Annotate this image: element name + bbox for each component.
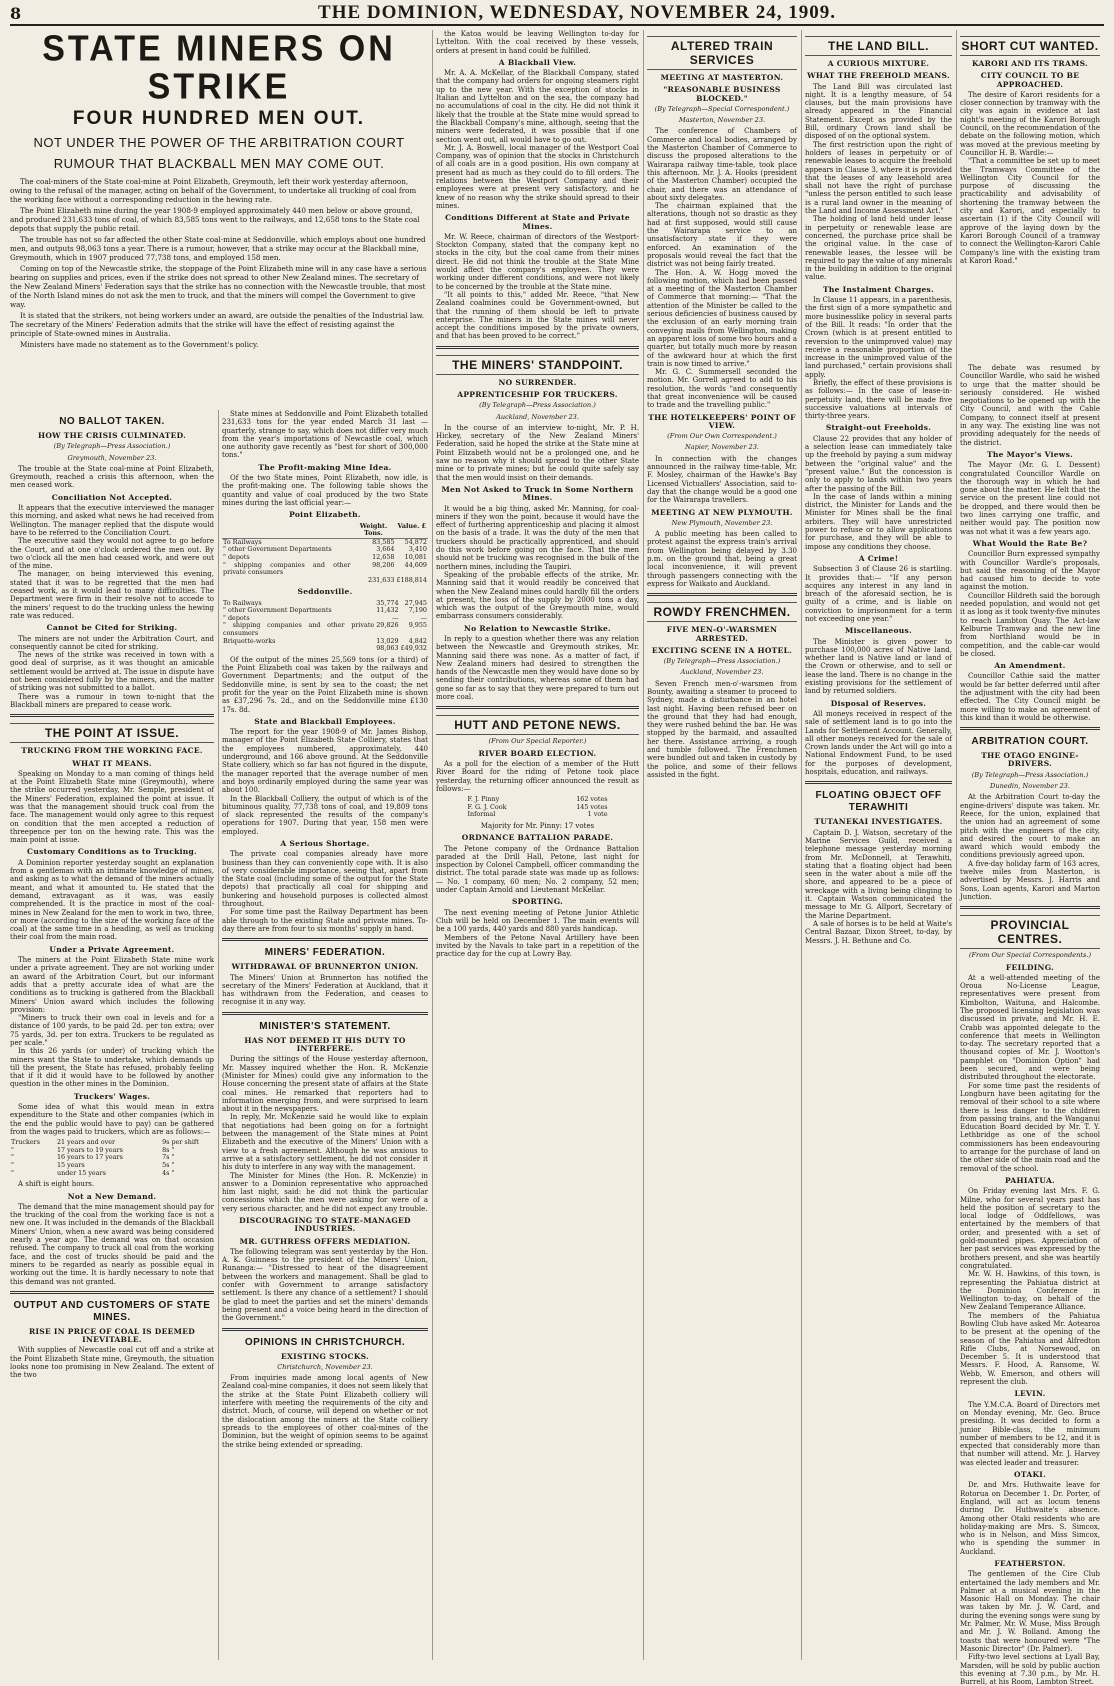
section-rule: [805, 781, 952, 784]
column-rule: [432, 30, 433, 1660]
subhead: LEVIN.: [1014, 1389, 1046, 1399]
table-cell: F. G. J. Cook: [467, 802, 507, 811]
paragraph: In the course of an interview to-night, Mr. P. H. Hickey, secretary of the New Zealand Miners' Federation, said he hoped the strike at the State mine at Point Elizabeth would not be a prolonged one, and he saw no reason why it should spread to the other State mine or to private mines; but he could quite safely say that the men would insist on their demands.: [436, 423, 639, 482]
table-cell: 16 years to 17 years: [56, 1153, 123, 1162]
paragraph: At the Arbitration Court to-day the engine-drivers' dispute was taken. Mr. Reece, for the union, explained that the union had an agreement of some pitch with the engineers of the city, and desired the court to make an award which would embody the conditions previously agreed upon.: [960, 793, 1100, 860]
paragraph: Speaking of the probable effects of the strike, Mr. Manning said that it would readily be conceived that when the New Zealand mines could hardly fill the orders at present, the loss of the supply by 2000 tons a day, which was the output of the Greymouth mine, would embarrass consumers considerably.: [436, 570, 639, 621]
subhead: EXISTING STOCKS.: [281, 1351, 369, 1361]
subhead: Straight-out Freeholds.: [825, 423, 932, 433]
paragraph: The debate was resumed by Councillor Wardle, who said he wished to urge that the matter should be seriously considered. He wished negotiations to be opened up with the City Council, and with the Cable Company, to connect itself at present in any way. The existing line was not providing adequately for the needs of the district.: [960, 364, 1100, 447]
lead-para: The Point Elizabeth mine during the year 1908-9 employed approximately 440 men below or above ground, and produced 231,633 tons of coal, of which 83,585 tons went to the railways, and 12,658 tons to the State coal depots that supply the public retail.: [10, 206, 420, 233]
table-cell: 1 vote: [587, 810, 608, 819]
newspaper-title: THE DOMINION, WEDNESDAY, NOVEMBER 24, 1909.: [318, 2, 836, 23]
paragraph: It would be a big thing, asked Mr. Manning, for coal-miners if they won the point, because it would have the effect of furthering apprenticeship and placing it almost on the basis of a trade. It was the duty of the men that truckers should be practically apprenticed, and should do this work before going on the face. That the men should not be trucking was recognised in the bulk of the northern mines, including the Taupiri.: [436, 504, 639, 571]
headline-federation: MINERS' FEDERATION.: [264, 947, 386, 959]
column-6: [960, 30, 1100, 360]
paragraph: Councillor Hildreth said the borough needed population, and would not get it as long as it took twenty-five minutes to reach Lambton Quay. The Act-law Kelburne Tramway and the new line from Northland would be in competition, and the cable-car would be closed.: [960, 591, 1100, 658]
telegraph-credit: (By Telegraph—Press Association.): [53, 442, 171, 451]
subhead: WITHDRAWAL OF BRUNNERTON UNION.: [231, 962, 419, 972]
table-cell: 5s: [162, 1161, 170, 1170]
telegraph-credit: (By Telegraph—Press Association.): [971, 770, 1089, 779]
lead-para: The coal-miners of the State coal-mine at Point Elizabeth, Greymouth, left their work yesterday afternoon, owing to the refusal of the manager, acting on behalf of the Government, to undertake all trucking of coal from the working face without a corresponding reduction in the hewing rate.: [10, 177, 417, 204]
table-cell: Briquette-works: [223, 636, 276, 645]
paragraph: In reply to a question whether there was any relation between the Newcastle and Greymouth strikes, Mr. Manning said there was none. As a matter of fact, if New Zealand miners had desired to strengthen the hands of the Newcastle men they would have done so by sending their contributions, whereas some of them had gone so far as to say that they were prepared to turn out more coal.: [436, 635, 639, 702]
table-cell: " other Government Departments: [223, 606, 332, 615]
table-cell: 13,029: [376, 636, 399, 645]
paragraph: The demand that the mine management should pay for the trucking of the coal from the working face is not a new one. It was included in the demands of the Blackball Miners' Union, when a new award was being considered nearly a year ago. The demand was on that occasion refused. The company to truck all coal from the working face, and the cost of trucks should be paid and the miners to be regarded as nearly as possible equal in working out the time. It is hardly necessary to note that this demand was not granted.: [10, 1202, 214, 1286]
headline-no-ballot: NO BALLOT TAKEN.: [59, 416, 165, 427]
paragraph: "That a committee be set up to meet the Tramways Committee of the Wellington City Council for the purpose of discussing the practicability and advisability of shortening the tramway between the city and Karori, and especially to ascertain (1) if the City Council will approve of the laying down by the Karori Borough Council of a tramway to connect the Wellington-Karori Cable Company's line with the existing tram at Karori Road.": [960, 157, 1100, 265]
paragraph: The Hon. A. W. Hogg moved the following motion, which had been passed at a meeting of the Masterton Chamber of Commerce that morning:— "That the attention of the Minister be called to the serious deficiencies of business caused by the exclusion of an early morning train conveying mails from Wellington, making an apparent loss of some two hours and a quarter, but totally much more by reason of the awkward hour at which the first train is now timed to arrive.": [647, 268, 797, 368]
table-cell: 3,410: [408, 545, 427, 554]
paragraph: Mr. G. C. Summersell seconded the motion. Mr. Gorrell agreed to add to his resolution, the words "and consequently that great inconvenience will be caused to trade and the travelling public.": [647, 368, 797, 410]
paragraph: All moneys received in respect of the sale of settlement land is to go into the Lands for Settlement Account. Generally, all other moneys received for the sale of Crown lands under the Act will go into a National Endowment Fund, to be used for the purposes of development, hospitals, education, and railways.: [805, 709, 952, 777]
paragraph: It appears that the executive interviewed the manager this morning, and asked what news he had received from Wellington. The manager replied that the dispute would have to be referred to the Conciliation Court.: [10, 504, 214, 537]
truckers-wages-table: [10, 1139, 214, 1177]
subhead: Under a Private Agreement.: [49, 944, 175, 954]
headline-floating-object: FLOATING OBJECT OFF TERAWHITI: [815, 790, 942, 814]
telegraph-credit: (By Telegraph—Special Correspondent.): [654, 104, 790, 113]
paragraph: The Land Bill was circulated last night. It is a lengthy measure, of 54 clauses, but the main provisions have already appeared in the Financial Statement. Except as provided by the Bill, ordinary Crown land shall be disposed of on the optional system.: [805, 82, 952, 141]
column-rule: [956, 30, 957, 1660]
table-title: Seddonville.: [297, 587, 353, 597]
paragraph: As a poll for the election of a member of the Hutt River Board for the riding of Petone took place yesterday, the returning officer announced the result as follows:—: [436, 759, 639, 793]
subhead: FEATHERSTON.: [994, 1559, 1066, 1568]
headline-opinions: OPINIONS IN CHRISTCHURCH.: [244, 1336, 406, 1348]
paragraph: In Clause 11 appears, in a parenthesis, the first sign of a more sympathetic and more businesslike policy in several parts of the Bill. It reads: "In order that the Crown (which is at present entitled to reversion to the unimproved value) may receive a reasonable proportion of the increase in the unimproved value of the land purchased," certain provisions shall apply.: [805, 296, 952, 379]
dateline: Auckland, November 23.: [680, 668, 764, 677]
table-title: Point Elizabeth.: [289, 510, 361, 520]
table-cell: Informal: [467, 810, 496, 819]
table-cell: 83,585: [372, 537, 395, 546]
paragraph: A five-day holiday farm of 163 acres, twelve miles from Masterton, is advertised by Messrs. J. Harris and Sons, Loan agents, Karori and Marton Junction.: [960, 859, 1100, 901]
table-cell: 44,609: [404, 560, 427, 569]
table-cell: 21 years and over: [56, 1138, 116, 1147]
telegraph-credit: (By Telegraph—Press Association.): [663, 657, 781, 666]
subhead: State and Blackball Employees.: [254, 716, 396, 726]
seddonville-table: [222, 600, 428, 653]
subhead: Not a New Demand.: [67, 1191, 157, 1201]
paragraph: "It all points to this," added Mr. Reece, "that New Zealand coalmines could be Government-owned, but that the running of them should be left to private enterprise. The miners in the State mines will never accept the conditions imposed by the private owners, and that has been proved to be correct.": [436, 290, 639, 341]
subhead: THE HOTELKEEPERS' POINT OF VIEW.: [648, 412, 796, 430]
dateline: Dunedin, November 23.: [990, 782, 1070, 791]
section-rule: [222, 938, 428, 941]
headline-short-cut: SHORT CUT WANTED.: [960, 36, 1100, 56]
table-cell: 10,081: [404, 552, 427, 561]
correspondent-credit: (From Our Own Correspondent.): [667, 432, 777, 441]
paragraph: In the Blackball Colliery, the output of which is of the bituminous quality, 77,738 tons of coal, and 19,809 tons of slack represented the results of the company's operations for 1907. During that year, 158 men were employed.: [222, 794, 428, 836]
table-total-row: [222, 645, 428, 653]
paragraph: Captain D. J. Watson, secretary of the Marine Services Guild, received a telephone message yesterday morning from Mr. McDonnell, at Terawhiti, stating that a floating object had been seen in the water about a mile off the shore, and appeared to be a piece of wreckage with a living being clinging to it. Captain Watson communicated the message to Mr. G. Allport, Secretary of the Marine Department.: [805, 828, 952, 920]
paragraph: The Petone company of the Ordnance Battalion paraded at the Drill Hall, Petone, last night for inspection by Colonel Campbell, officer commanding the district. The total parade state was made up as follows:— No. 1 company, 60 men; No. 2 company, 52 men; under Captain Arnold and Lieutenant McKellar.: [436, 844, 639, 895]
paragraph: The private coal companies already have more business than they can conveniently cope with. It is also of very considerable importance, seeing that, apart from the State coal (including some of the output for the State depots) that practically all coal for shipping and bunkering and household purposes is collected almost throughout.: [222, 850, 428, 909]
subhead: Conciliation Not Accepted.: [51, 492, 173, 502]
column-rule: [643, 30, 644, 1660]
lead-para: It is stated that the strikers, not being workers under an award, are outside the penalties of the Industrial law. The secretary of the Miners' Federation admits that the strike will have the effect of resisting against the principle of State-owned mines in Australia.: [10, 311, 425, 338]
lead-summary: [10, 177, 428, 349]
paragraph: In this 26 yards (or under) of trucking which the miners want the State to undertake, which demands up till the present, the State has refused, probably feeling that if it did it would have to be followed by another question in the other mines in the Dominion.: [10, 1047, 214, 1089]
headline-miners-standpoint: THE MINERS' STANDPOINT.: [436, 355, 639, 375]
paragraph: Councillor Burn expressed sympathy with Councillor Wardle's proposals, but said the reasoning of the Mayor had caused him to decide to vote against the motion.: [960, 550, 1100, 592]
column-rule: [218, 410, 219, 1660]
table-cell: 98,063: [376, 644, 399, 653]
subhead: ORDNANCE BATTALION PARADE.: [461, 833, 614, 843]
table-cell: 7,190: [408, 606, 427, 615]
subhead: Truckers' Wages.: [73, 1091, 151, 1101]
dateline: New Plymouth, November 23.: [671, 518, 773, 527]
subhead: A Crime!: [858, 553, 899, 563]
subhead: Miscellaneous.: [845, 626, 912, 636]
table-row: [466, 811, 608, 819]
paragraph: A shift is eight hours.: [18, 1180, 95, 1189]
paragraph: Speaking on Monday to a man coming of things held at the Point Elizabeth State mine (Greymouth), where the strike occurred yesterday, Mr. Semple, president of the Miners' Federation, explained the point at issue. It was that the management should truck coal from the face. The management would only agree to this request on condition that the men accepted a reduction of threepence per ton on the hewing rate. This was the main point at issue.: [10, 769, 214, 845]
paragraph: "Miners to truck their own coal in levels and for a distance of 100 yards, to be paid 2d. per ton extra; over 75 yards, 3d. per ton extra. Truckers to be regulated as per scale.": [10, 1014, 214, 1047]
subhead: TUTANEKAI INVESTIGATES.: [814, 817, 943, 827]
table-cell: ": [171, 1161, 175, 1170]
paragraph: The conference of Chambers of Commerce and local bodies, arranged by the Masterton Chamber of Commerce to discuss the proposed alterations to the Wairarapa railway time-table, took place this afternoon. Mr. J. A. Hooks (president of the Masterton Chamber) occupied the chair, and there was an attendance of about sixty delegates.: [647, 127, 797, 202]
subhead: MEETING AT NEW PLYMOUTH.: [651, 507, 793, 517]
lead-deck-1: NOT UNDER THE POWER OF THE ARBITRATION COURT: [33, 135, 405, 150]
correspondent-credit: (From Our Special Reporter.): [488, 737, 587, 746]
headline-land-bill: THE LAND BILL.: [805, 36, 952, 56]
table-cell: " shipping companies and other private consumers: [223, 560, 351, 577]
lead-headline: STATE MINERS ON STRIKE: [42, 29, 396, 107]
subhead: CITY COUNCIL TO BE APPROACHED.: [980, 71, 1080, 89]
paragraph: Mr. W. H. Hawkins, of this town, is representing the Pahiatua district at the Dominion Conference in Wellington to-day, on behalf of the New Zealand Temperance Alliance.: [960, 1270, 1100, 1312]
subhead: What Would the Rate Be?: [972, 538, 1088, 548]
paragraph: State mines at Seddonville and Point Elizabeth totalled 231,633 tons for the year ended March 31 last — quarterly, strange to say, which does not differ very much from the year's importations of Newcastle coal, which one authority gave recently as "best for short of 300,000 tons.": [222, 410, 428, 460]
subhead: Men Not Asked to Truck in Some Northern Mines.: [441, 484, 634, 503]
paragraph: The executive said they would not agree to go before the Court, and at one o'clock ordered the men out. By two o'clock all the men had ceased work, and were out of the mine.: [10, 537, 214, 571]
table-cell: 145 votes: [576, 802, 608, 811]
subhead: Customary Conditions as to Trucking.: [27, 847, 197, 857]
paragraph: The members of the Pahiatua Bowling Club have asked Mr. Aotearoa to be present at the opening of the season of the Pahiatua and Alfredton Rifle Clubs, at Norsewood, on December 5. It is understood that Messrs. F. Hood, A. Ransome, W. Webb, W. Emerson, and others will represent the club.: [960, 1311, 1100, 1387]
subhead: FIVE MEN-O'-WARSMEN ARRESTED.: [666, 625, 778, 643]
table-total-row: [222, 577, 428, 585]
table-cell: " shipping companies and other private consumers: [223, 621, 375, 637]
subhead: The Profit-making Mine Idea.: [258, 462, 392, 472]
subhead: "REASONABLE BUSINESS BLOCKED.": [663, 85, 781, 103]
column-6-cont: [960, 364, 1100, 1686]
column-5: [805, 30, 952, 1660]
dateline: Masterton, November 23.: [678, 116, 766, 125]
subhead: HAS NOT DEEMED IT HIS DUTY TO INTERFERE.: [244, 1035, 406, 1054]
column-rule: [801, 30, 802, 1660]
section-rule: [436, 346, 639, 349]
subhead: DISCOURAGING TO STATE-MANAGED INDUSTRIES.: [239, 1215, 411, 1234]
paragraph: The gentlemen of the Cire Club entertained the lady members and Mr. Palmer at a musical evening in the Masonic Hall on Monday. The chair was taken by Mr. J. W. Card, and during the evening songs were sung by Mr. Palmer, Mr. W. Muse, Miss Brough and Mr. J. W. Bolland. Among the toasts that were honoured were "The Masonic Director" (Dr. Palmer).: [960, 1570, 1100, 1653]
subhead: THE OTAGO ENGINE-DRIVERS.: [981, 751, 1079, 769]
table-row: [10, 1170, 214, 1178]
paragraph: In reply, Mr. McKenzie said he would like to explain that negotiations had been going on for a fortnight between the management of the State mines at Point Elizabeth and the executive of the Miners' Union with a view to a fresh agreement. Although he was anxious to arrive at a satisfactory settlement, he did not consider it his duty to interfere in any way with the management.: [222, 1113, 428, 1172]
subhead: The Instalment Charges.: [823, 284, 934, 294]
subhead: Disposal of Reserves.: [830, 698, 927, 708]
table-row: [222, 562, 428, 577]
table-cell: ": [11, 1145, 14, 1154]
paragraph: The miners are not under the Arbitration Court, and consequently cannot be cited for striking.: [10, 634, 214, 651]
paragraph: The Minister for Mines (the Hon. R. McKenzie) in answer to a Dominion representative who approached him last night, said: he did not think the particular concessions which the men were asking for were of a very serious character, and he did not expect any trouble.: [222, 1171, 428, 1213]
column-3: [436, 30, 639, 1660]
table-cell: per shift: [171, 1138, 199, 1147]
table-row: [222, 622, 428, 637]
headline-provincial: PROVINCIAL CENTRES.: [960, 915, 1100, 949]
table-cell: ": [11, 1161, 14, 1170]
table-cell: To Railways: [223, 598, 262, 607]
paragraph: The report for the year 1908-9 of Mr. James Bishop, manager of the Point Elizabeth State Colliery, states that the employees numbered, approximately, 440 underground, and 166 above ground. At the Seddonville State colliery, which so far has not figured in the dispute, the manager reported that the average number of men and boys ordinarily employed during the same year was about 100.: [222, 728, 428, 795]
table-cell: 9,955: [408, 621, 427, 630]
subhead: An Amendment.: [994, 661, 1066, 671]
subhead: Conditions Different at State and Private Mines.: [445, 213, 630, 231]
subhead: KARORI AND ITS TRAMS.: [971, 59, 1089, 68]
section-rule: [960, 906, 1100, 909]
table-cell: 17 years to 19 years: [56, 1145, 123, 1154]
lead-deck-2: RUMOUR THAT BLACKBALL MEN MAY COME OUT.: [53, 156, 385, 171]
table-cell: ": [171, 1153, 175, 1162]
correspondent-credit: (From Our Special Correspondents.): [968, 951, 1092, 960]
paragraph: For some time past the Railway Department has been able through to the existing State and private mines. To-day there are from four to six months' supply in hand.: [222, 908, 428, 933]
subhead: RIVER BOARD ELECTION.: [478, 748, 597, 758]
section-rule: [647, 593, 797, 596]
paragraph: Mr. A. A. McKellar, of the Blackball Company, stated that the company had orders for ongoing steamers right up to the new year. With the exception of stocks in Italian and Lyttelton and on the sea, the company had no accumulations of coal in the city. He did not think it likely that the trouble at the State mine would spread to the Blackball Company's mine, although, seeing that the miners were federated, it was possible that if one section went out, all would have to go out.: [436, 69, 639, 144]
paragraph: Mr. W. Reece, chairman of directors of the Westport-Stockton Company, stated that the company kept no stocks in the city, but the coal came from their mines direct. He did not think the trouble at the State Mine would affect the company's employees. They were working under different conditions, and were not likely to be concerned by the trouble at the State mine.: [436, 232, 639, 291]
paragraph: In connection with the changes announced in the railway time-table, Mr. F. Mosley, chairman of the Hawke's Bay Licensed Victuallers' Association, said to-day that the change would be a good one for the Wairarapa travellers.: [647, 454, 797, 505]
section-rule: [960, 727, 1100, 730]
table-cell: 4,842: [408, 636, 427, 645]
subhead: A CURIOUS MIXTURE.: [827, 59, 930, 68]
section-rule: [436, 706, 639, 709]
masthead: [10, 2, 1104, 26]
dateline: Christchurch, November 23.: [277, 1362, 373, 1371]
poll-results-table: [466, 796, 608, 819]
table-cell: Truckers: [11, 1138, 41, 1147]
paragraph: Mr. J. A. Boswell, local manager of the Westport Coal Company, was of opinion that the stocks in Christchurch of all coals are in a good position. His own company at present had as much as they could do to fill orders. The relations between the Westport Company and their employees were at present very satisfactory, and he knew of no reason why the strike should spread to their mines.: [436, 143, 639, 210]
headline-altered-train-services: ALTERED TRAIN SERVICES: [647, 36, 797, 70]
subhead: FEILDING.: [1005, 962, 1055, 972]
subhead: EXCITING SCENE IN A HOTEL.: [651, 645, 793, 655]
paragraph: The Minister is given power to purchase 100,000 acres of Native land, whether land is Native land or land of the Crown or otherwise, and to sell or lease the land. There is no change in the existing provisions for the settlement of land by returned soldiers.: [805, 637, 952, 696]
subhead-crisis: HOW THE CRISIS CULMINATED.: [37, 431, 187, 440]
paragraph: Dr. and Mrs. Huthwaite leave for Rotorua on December 1. Dr. Porter, of England, will act as locum tenens during Dr. Huthwaite's absence. Among other Otaki residents who are holiday-making are Mrs. S. Simcox, who is in Nelson, and Miss Simcox, who is spending the summer in Auckland.: [960, 1481, 1100, 1556]
headline-arbitration: ARBITRATION COURT.: [971, 736, 1089, 748]
table-cell: ": [171, 1145, 175, 1154]
paragraph: Fifty-two level sections at Lyall Bay, Marsden, will be sold by public auction this evening at 7.30 p.m., by Mr. H. Burrell, at his Room, Lambton Street.: [960, 1653, 1100, 1686]
table-cell: 98,206: [372, 560, 395, 569]
headline-point-at-issue: THE POINT AT ISSUE.: [10, 723, 214, 743]
lead-para: Ministers have made no statement as to the Government's policy.: [20, 340, 259, 349]
column-4: [647, 30, 797, 1660]
table-cell: 7s: [162, 1153, 170, 1162]
table-cell: 35,774: [376, 598, 399, 607]
paragraph: The following telegram was sent yesterday by the Hon. A. K. Guinness to the president of the Miners' Union, Runanga:— "Distressed to hear of the disagreement between the workers and management. Shall be glad to confer with Government to arrange satisfactory settlement. Is there any chance of a settlement? I should be glad to meet the parties and set the miners' demands being present and a voice being heard in the direction of the Government.": [222, 1247, 428, 1323]
paragraph: Clause 22 provides that any holder of a selection lease can immediately take up the freehold by paying a sum midway between the "original value" and the "present value." But the concession is only to apply to lands within two years after the passing of the Bill.: [805, 434, 952, 493]
subhead: A Serious Shortage.: [280, 839, 370, 848]
dateline: Greymouth, November 23.: [67, 453, 157, 462]
point-elizabeth-table: [222, 523, 428, 585]
lead-subhead: FOUR HUNDRED MEN OUT.: [72, 108, 366, 129]
table-cell: 231,633: [368, 575, 395, 584]
paragraph: In the case of lands within a mining district, the Minister for Lands and the Minister for Mines shall be the final arbiters. They will have unrestricted power to refuse or to allow applications for purchase, and they will be able to impose any conditions they choose.: [805, 492, 952, 551]
paragraph: From inquiries made among local agents of New Zealand coal-mine companies, it does not seem likely that the strike at the State Point Elizabeth colliery will interfere with meeting the requirements of the city and district. Much, of course, will depend on whether or not the dislocation among the miners at the State colliery spreads to the employees of other coal-mines of the Dominion, but the weight of opinion seems to be against the strike being extended or spreading.: [222, 1374, 428, 1449]
table-cell: ": [171, 1168, 175, 1177]
headline-rowdy-frenchmen: ROWDY FRENCHMEN.: [647, 602, 797, 622]
paragraph: A Dominion reporter yesterday sought an explanation from a gentleman with an intimate knowledge of mines, and asking as to what the demand of the miners actually meant, and what it amounted to. He stated that the demand, extravagant as it was, was easily comprehended. It is the practice in most of the coal-mines in New Zealand for the men to work in two, three, or more (according to the size of the working face of the coal) at the same time in a heading, as well as trucking their coal from the main road.: [10, 858, 214, 942]
table-cell: 9s: [162, 1138, 170, 1147]
paragraph: Of the two State mines, Point Elizabeth, now idle, is the profit-making one. The following table shows the quantity and value of coal produced by the two State mines during the last official year:—: [222, 474, 428, 507]
paragraph: Subsection 3 of Clause 26 is startling. It provides that:— "If any person acquires any interest in any land in breach of the aforesaid section, he is guilty of a crime, and is liable on conviction to imprisonment for a term not exceeding one year.": [805, 565, 952, 623]
paragraph: A sale of horses is to be held at Waite's Central Bazaar, Dixon Street, to-day, by Messrs. J. H. Bethune and Co.: [805, 919, 952, 945]
paragraph: With supplies of Newcastle coal cut off and a strike at the Point Elizabeth State mine, Greymouth, the situation looks none too promising in New Zealand. The extent of the two: [10, 1346, 214, 1380]
lead-para: The trouble has not so far affected the other State coal-mine at Seddonville, which employs about one hundred men, and outputs 98,063 tons a year. There is a rumour, however, that a strike may occur at the Blackball mine, Greymouth, which in 1907 produced 77,738 tons, and employed 158 men.: [10, 235, 426, 262]
headline-hutt-petone: HUTT AND PETONE NEWS.: [436, 715, 639, 735]
table-header: Value. £: [395, 523, 428, 539]
lead-story-banner: [10, 30, 428, 351]
subhead: No Relation to Newcastle Strike.: [464, 623, 611, 633]
lead-para: Coming on top of the Newcastle strike, the stoppage of the Point Elizabeth mine will in any case have a serious bearing on supplies and prices, even if the strike does not spread to other New Zealand mines. The secretary of the New Zealand Miners' Federation says that the strike has no connection with the Newcastle trouble, that most of the North Island mines do not ask the men to truck, and that the miners will compel the Government to give way.: [10, 264, 427, 309]
subhead: PAHIATUA.: [1005, 1175, 1055, 1185]
paragraph: There was a rumour in town to-night that the Blackball miners are prepared to cease work.: [10, 692, 214, 709]
paragraph: The manager, on being interviewed this evening, stated that it was to be regretted that the men had ceased work, as it would lead to many difficulties. The Department were firm in their resolve not to accede to the miners' request to do the trucking unless the hewing rate was reduced.: [10, 570, 214, 620]
poll-majority: Majority for Mr. Pinny: 17 votes: [480, 821, 595, 830]
subhead: Cannot be Cited for Striking.: [46, 623, 178, 633]
paragraph: A public meeting has been called to protest against the express train's arrival from Wellington being delayed by 3.30 p.m. on the ground that, being a great local inconvenience, it will prevent through passengers connecting with the express for Waikato and Auckland.: [647, 530, 797, 588]
dateline: Auckland, November 23.: [496, 412, 579, 421]
subhead: SPORTING.: [511, 897, 564, 907]
paragraph: The trouble at the State coal-mine at Point Elizabeth, Greymouth, reached a crisis this afternoon, when the men ceased work.: [10, 464, 214, 490]
table-cell: 15 years: [56, 1161, 85, 1170]
table-cell: 11,432: [376, 606, 399, 615]
table-cell: 12,658: [372, 552, 395, 561]
table-cell: " other Government Departments: [223, 545, 332, 554]
column-2: [222, 410, 428, 1660]
section-rule: [10, 1291, 214, 1294]
paragraph: At a well-attended meeting of the Oroua No-License League, representatives were present from Kimbolton, Waituna, and Halcombe. The proposed licensing legislation was discussed in private, and Mr. H. E. Crabb was appointed delegate to the conference that meets in Wellington to-day. The secretary reported that a thousand copies of Mr. J. Wootton's pamphlet on "Dominion Option" had been secured, and were being distributed throughout the electorate.: [960, 973, 1100, 1082]
subhead: The Mayor's Views.: [986, 449, 1074, 459]
paragraph: The desire of Karori residents for a closer connection by tramway with the city was again in evidence at last night's meeting of the Karori Borough Council, on the recommendation of the debate on the following motion, which was moved at the previous meeting by Councillor H. B. Wardle:—: [960, 90, 1100, 157]
table-cell: £188,814: [396, 575, 427, 584]
paragraph: The next evening meeting of Petone Junior Athletic Club will be held on December 1. The main events will be a 100 yards, 440 yards and 880 yards handicap.: [436, 908, 639, 934]
subhead: RISE IN PRICE OF COAL IS DEEMED INEVITABLE.: [28, 1326, 196, 1345]
paragraph: During the sittings of the House yesterday afternoon, Mr. Massey inquired whether the Hon. R. McKenzie (Minister for Mines) could give any information to the House concerning the present state of affairs at the State coal mines. He remarked that reporters had to information emerging from, and were surprised to learn about it in the newspapers.: [222, 1055, 428, 1114]
subhead: MEETING AT MASTERTON.: [660, 73, 784, 82]
table-header: [222, 523, 351, 539]
table-row: [10, 1154, 214, 1162]
subhead: WHAT THE FREEHOLD MEANS.: [807, 71, 950, 81]
paragraph: Members of the Petone Naval Artillery have been invited by the Navals to take part in a repetition of the practice day for the cup at Lowry Bay.: [436, 933, 639, 959]
paragraph: The first restriction upon the right of holders of leases in perpetuity or of renewable leases to acquire the freehold appears in Clause 3, where it is provided that the leases of any leasehold area shall not have the right of purchase "unless the person entitled to such lease is a rural land owner in the meaning of the Land and Income Assessment Act.": [805, 140, 952, 216]
paragraph: For some time past the residents of Longburn have been agitating for the removal of their school to a site where there is less danger to the children from passing trains, and the Wanganui Education Board decided by Mr. T. Y. Lethbridge as one of the school commissioners has been endeavouring to arrange for the purchase of land on the other side of the main road and the removal of the school.: [960, 1081, 1100, 1173]
table-cell: —: [392, 613, 399, 622]
paragraph: The miners at the Point Elizabeth State mine work under a private agreement. They are not working under an award of the Arbitration Court, but our informant adds that a pretty accurate idea of what are the conditions as to trucking is gathered from the Blackball Miners' Union award which includes the following provision:: [10, 956, 214, 1014]
paragraph: The chairman explained that the alterations, though not so drastic as they had at first supposed, would still cause the Wairarapa service to an unsatisfactory state if they were enforced. An examination of the proposals would reveal the fact that the district was not being fairly treated.: [647, 202, 797, 269]
table-cell: ": [11, 1153, 14, 1162]
paragraph: On Friday evening last Mrs. F. G. Milne, who for several years past has held the position of secretary to the local lodge of Oddfellows, was entertained by the members of that order, and presented with a set of gold-mounted pipes. Appreciation of her past services was expressed by the brothers present, and she was heartily congratulated.: [960, 1187, 1100, 1270]
table-cell: " depots: [223, 552, 250, 561]
headline-output: OUTPUT AND CUSTOMERS OF STATE MINES.: [13, 1299, 211, 1323]
section-rule: [222, 1328, 428, 1331]
table-cell: F. J. Pinny: [467, 795, 500, 804]
table-cell: [222, 645, 375, 653]
table-cell: —: [420, 613, 427, 622]
subhead: TRUCKING FROM THE WORKING FACE.: [21, 746, 203, 756]
table-cell: 4s: [162, 1168, 170, 1177]
column-1: [10, 410, 214, 1660]
subhead: OTAKI.: [1014, 1470, 1046, 1480]
table-row: [10, 1162, 214, 1170]
dateline: Napier, November 23.: [684, 443, 760, 452]
paragraph: Councillor Cathie said the matter would be far better deferred until after the adjustment with the city had been effected. The City Council might be more willing to make an agreement of this kind than it would be otherwise.: [960, 672, 1100, 722]
subhead: NO SURRENDER.: [498, 377, 577, 387]
paragraph: The Mayor (Mr. G. I. Dessent) congratulated Councillor Wardle on the thorough way in which he had gone about the matter. He felt that the service on the present line could not be dropped, and there would then be two lines carrying one traffic, and neither would pay. The position now was not what it was a few years ago.: [960, 461, 1100, 536]
paragraph: The news of the strike was received in town with a good deal of surprise, as it was thought an amicable settlement would be arrived at. The issue in dispute have not been considered fully by the miners, and the matter of striking was not submitted to a ballot.: [10, 651, 214, 693]
paragraph: Of the output of the mines 25,569 tons (or a third) of the Point Elizabeth coal was taken by the railways and Government Departments; and the output of the Seddonville mine, is sent by sea to the coast; the net profit for the year on the Point Elizabeth mine is shown as £37,296 7s. 2d., and on the Seddonville mine £130 17s. 8d.: [222, 655, 428, 714]
paragraph: the Katoa would be leaving Wellington to-day for Lyttelton. With the coal received by these vessels, orders at present in hand could be fulfilled.: [436, 30, 639, 55]
table-cell: 162 votes: [576, 795, 608, 804]
paragraph: The Y.M.C.A. Board of Directors met on Monday evening, Mr. Geo. Bruce presiding. It was decided to form a junior Bible-class, the minimum number of members to be 12, and it is expected that considerably more than that number will attend. Mr. J. Harvey was elected leader and treasurer.: [960, 1400, 1100, 1467]
telegraph-credit: (By Telegraph—Press Association.): [479, 401, 596, 410]
headline-minister: MINISTER'S STATEMENT.: [259, 1020, 391, 1032]
table-cell: 27,945: [404, 598, 427, 607]
section-rule: [10, 714, 214, 717]
paragraph: Seven French men-o'-warsmen from Bounty, awaiting a steamer to proceed to Sydney, made a disturbance in an hotel last night. Having been refused beer on the ground that they had had enough, they were rushed behind the bar. He was stopped by the barmaid, and assaulted her there. Assistance arriving, a rough and tumble followed. The Frenchmen were bundled out and taken in custody by the police, and some of their fellows assisted in the fight.: [647, 679, 797, 779]
subhead: APPRENTICESHIP FOR TRUCKERS.: [457, 389, 618, 399]
subhead: WHAT IT MEANS.: [72, 758, 152, 768]
paragraph: Briefly, the effect of these provisions is as follows:— In the case of lease-in-perpetuity land, there will be made five successive valuations at intervals of thirty-three years.: [805, 378, 952, 421]
table-cell: £49,932: [400, 644, 427, 653]
table-cell: [222, 577, 351, 585]
table-cell: 29,826: [376, 621, 399, 630]
table-cell: To Railways: [223, 537, 262, 546]
page-number: 8: [10, 3, 22, 23]
table-cell: " depots: [223, 613, 250, 622]
paragraph: Some idea of what this would mean in extra expenditure to the State and other companies (which in the end the public would have to pay) can be gathered from the wages paid to truckers, which are as follows:—: [10, 1103, 214, 1136]
subhead: A Blackball View.: [498, 57, 577, 67]
paragraph: The Miners' Union at Brunnerton has notified the secretary of the Miners' Federation at Auckland, that it has withdrawn from the Federation, and ceases to recognise it in any way.: [222, 973, 428, 1007]
section-rule: [222, 1012, 428, 1015]
table-header: Weight. Tons.: [351, 523, 395, 539]
table-cell: under 15 years: [56, 1168, 106, 1177]
table-row: [222, 546, 428, 554]
paragraph: The holding of land held under lease in perpetuity or renewable lease are concerned, the purchase price shall be the original value. In the case of renewable leases, the lessee will be required to pay the value of any minerals in the building in addition to the original value.: [805, 215, 952, 282]
subhead: MR. GUTHRESS OFFERS MEDIATION.: [239, 1236, 411, 1246]
table-header-row: [222, 523, 428, 539]
table-cell: ": [11, 1168, 14, 1177]
table-cell: 8s: [162, 1145, 170, 1154]
table-cell: 3,664: [376, 545, 395, 554]
table-cell: 54,872: [404, 537, 427, 546]
